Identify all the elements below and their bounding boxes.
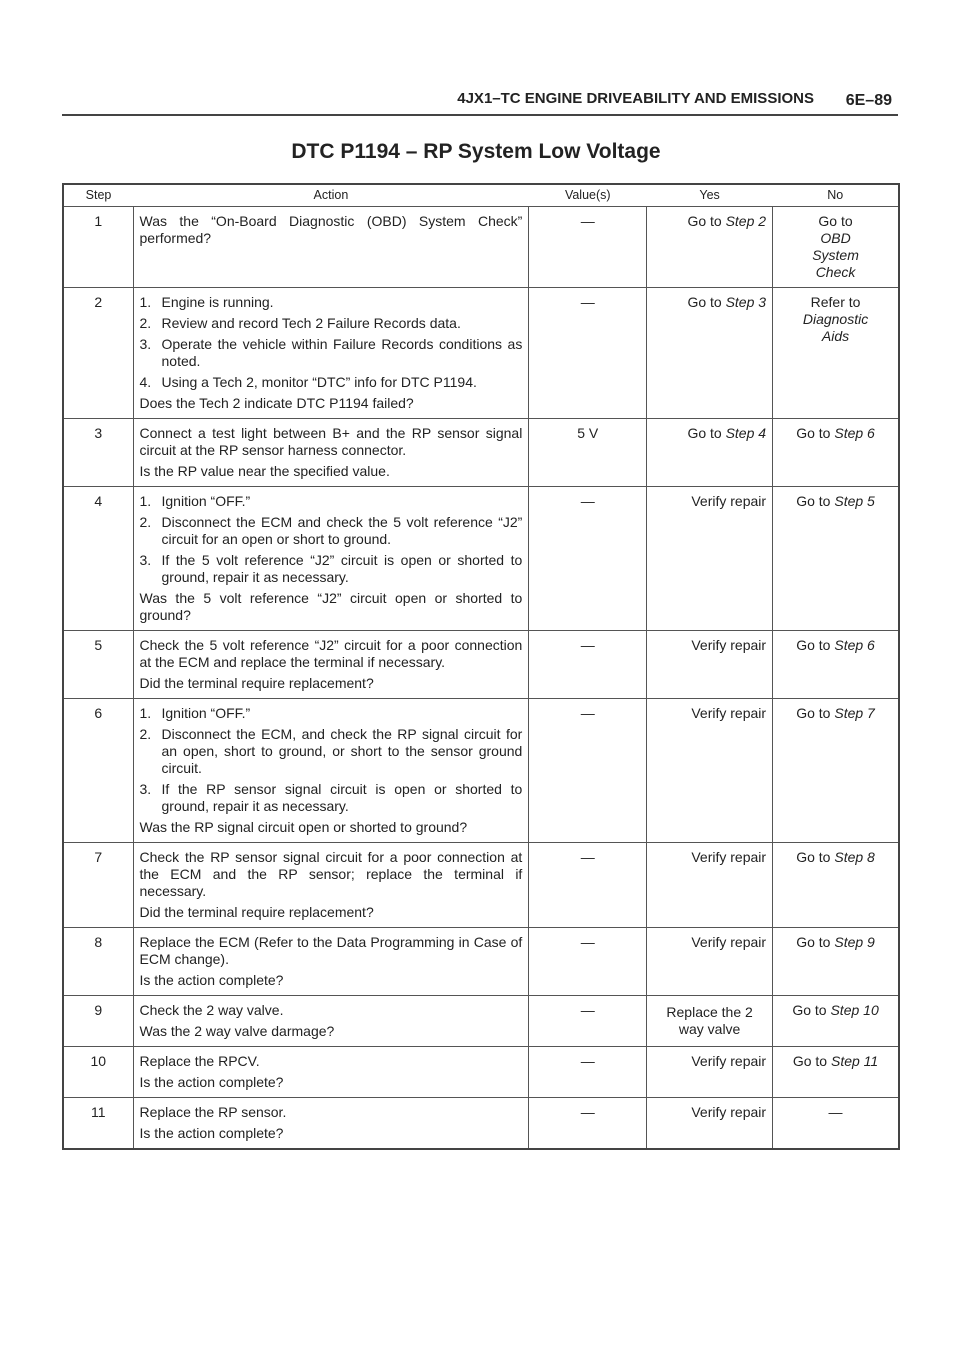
yes-cell: Verify repair [647, 928, 773, 996]
table-row [63, 1047, 899, 1098]
table-row [63, 699, 899, 843]
table-row [63, 288, 899, 419]
action-text: Check the 2 way valve. [139, 1002, 284, 1018]
no-cell: Go to Step 9 [796, 934, 875, 950]
value-cell: — [529, 699, 647, 843]
table-row [63, 487, 899, 631]
action-list-item: 1. Engine is running. [139, 294, 274, 310]
action-list-item: 3. If the 5 volt reference “J2” circuit is open or shorted to ground, repair it as necessary. [139, 552, 523, 585]
no-cell: Go to Step 6 [796, 637, 875, 653]
no-cell: Go to Step 8 [796, 849, 875, 865]
yes-cell: Verify repair [647, 1047, 773, 1098]
value-cell: — [529, 631, 647, 699]
action-question: Is the action complete? [139, 1074, 284, 1090]
action-text: Replace the ECM (Refer to the Data Programming in Case of ECM change). [139, 934, 523, 967]
action-question: Was the RP signal circuit open or shorted to ground? [139, 819, 468, 835]
column-header-action: Action [133, 184, 529, 207]
action-cell [133, 207, 529, 288]
table-row [63, 631, 899, 699]
no-cell: Go to Step 5 [796, 493, 875, 509]
action-question: Is the action complete? [139, 972, 284, 988]
table-header-row [63, 184, 899, 207]
no-cell: Go to Step 7 [796, 705, 875, 721]
value-cell: — [529, 1047, 647, 1098]
yes-cell: Verify repair [647, 1098, 773, 1150]
action-text: Connect a test light between B+ and the RP sensor signal circuit at the RP sensor harness connector. [139, 425, 523, 458]
page-number: 6E–89 [845, 92, 892, 109]
step-number: 8 [63, 928, 133, 996]
table-row [63, 1098, 899, 1150]
action-list-item: 1. Ignition “OFF.” [139, 705, 251, 721]
action-cell [133, 288, 529, 419]
yes-cell: Go to Step 2 [647, 207, 773, 288]
action-list-item: 4. Using a Tech 2, monitor “DTC” info for DTC P1194. [139, 374, 477, 390]
page-header [62, 88, 898, 116]
action-question: Was the 2 way valve darmage? [139, 1023, 335, 1039]
step-number: 2 [63, 288, 133, 419]
step-number: 5 [63, 631, 133, 699]
action-text: Was the “On-Board Diagnostic (OBD) System Check” performed? [139, 213, 523, 246]
action-cell [133, 699, 529, 843]
action-question: Is the action complete? [139, 1125, 284, 1141]
yes-cell: Verify repair [647, 631, 773, 699]
action-cell [133, 928, 529, 996]
table-row [63, 419, 899, 487]
action-question: Does the Tech 2 indicate DTC P1194 failed? [139, 395, 414, 411]
no-cell: Refer to Diagnostic Aids [802, 294, 869, 344]
action-cell [133, 843, 529, 928]
action-cell [133, 487, 529, 631]
step-number: 7 [63, 843, 133, 928]
action-cell [133, 419, 529, 487]
value-cell: — [529, 487, 647, 631]
step-number: 9 [63, 996, 133, 1047]
yes-cell: Go to Step 4 [647, 419, 773, 487]
action-cell [133, 996, 529, 1047]
step-number: 10 [63, 1047, 133, 1098]
yes-cell: Verify repair [647, 843, 773, 928]
value-cell: — [529, 996, 647, 1047]
value-cell: — [529, 288, 647, 419]
action-list-item: 1. Ignition “OFF.” [139, 493, 251, 509]
action-cell [133, 1047, 529, 1098]
action-cell [133, 1098, 529, 1150]
action-text: Replace the RPCV. [139, 1053, 260, 1069]
column-header-step: Step [63, 184, 133, 207]
diagnostic-table [62, 183, 900, 1150]
yes-cell: Replace the 2 way valve [647, 996, 773, 1047]
no-cell: Go to Step 11 [792, 1053, 879, 1069]
action-cell [133, 631, 529, 699]
action-text: Check the RP sensor signal circuit for a poor connection at the ECM and the RP sensor; replace the terminal if necessary. [139, 849, 523, 899]
step-number: 11 [63, 1098, 133, 1150]
column-header-yes: Yes [647, 184, 773, 207]
page-title: DTC P1194 – RP System Low Voltage [291, 140, 661, 163]
value-cell: — [529, 207, 647, 288]
table-row [63, 207, 899, 288]
yes-cell: Verify repair [647, 699, 773, 843]
yes-cell: Go to Step 3 [647, 288, 773, 419]
value-cell: — [529, 928, 647, 996]
action-question: Is the RP value near the specified value. [139, 463, 390, 479]
column-header-no: No [773, 184, 899, 207]
no-cell: Go to OBD System Check [812, 213, 859, 280]
no-cell: — [828, 1104, 843, 1120]
section-title: 4JX1–TC ENGINE DRIVEABILITY AND EMISSIONS [457, 90, 814, 107]
step-number: 4 [63, 487, 133, 631]
action-list-item: 2. Disconnect the ECM, and check the RP signal circuit for an open, short to ground, or short to the sensor ground circuit. [139, 726, 523, 776]
column-header-values: Value(s) [529, 184, 647, 207]
no-cell: Go to Step 6 [796, 425, 875, 441]
action-question: Was the 5 volt reference “J2” circuit open or shorted to ground? [139, 590, 523, 623]
action-list-item: 3. Operate the vehicle within Failure Records conditions as noted. [139, 336, 523, 369]
action-question: Did the terminal require replacement? [139, 675, 374, 691]
action-list-item: 2. Review and record Tech 2 Failure Records data. [139, 315, 461, 331]
action-list-item: 2. Disconnect the ECM and check the 5 volt reference “J2” circuit for an open or short to ground. [139, 514, 523, 547]
action-question: Did the terminal require replacement? [139, 904, 374, 920]
step-number: 3 [63, 419, 133, 487]
action-list-item: 3. If the RP sensor signal circuit is open or shorted to ground, repair it as necessary. [139, 781, 523, 814]
value-cell: — [529, 843, 647, 928]
table-row [63, 996, 899, 1047]
yes-cell: Verify repair [647, 487, 773, 631]
table-row [63, 843, 899, 928]
step-number: 6 [63, 699, 133, 843]
step-number: 1 [63, 207, 133, 288]
value-cell: — [529, 1098, 647, 1150]
table-row [63, 928, 899, 996]
action-text: Replace the RP sensor. [139, 1104, 287, 1120]
value-cell: 5 V [529, 419, 647, 487]
header-rule [62, 114, 898, 116]
no-cell: Go to Step 10 [792, 1002, 879, 1018]
action-text: Check the 5 volt reference “J2” circuit for a poor connection at the ECM and replace the terminal if necessary. [139, 637, 523, 670]
